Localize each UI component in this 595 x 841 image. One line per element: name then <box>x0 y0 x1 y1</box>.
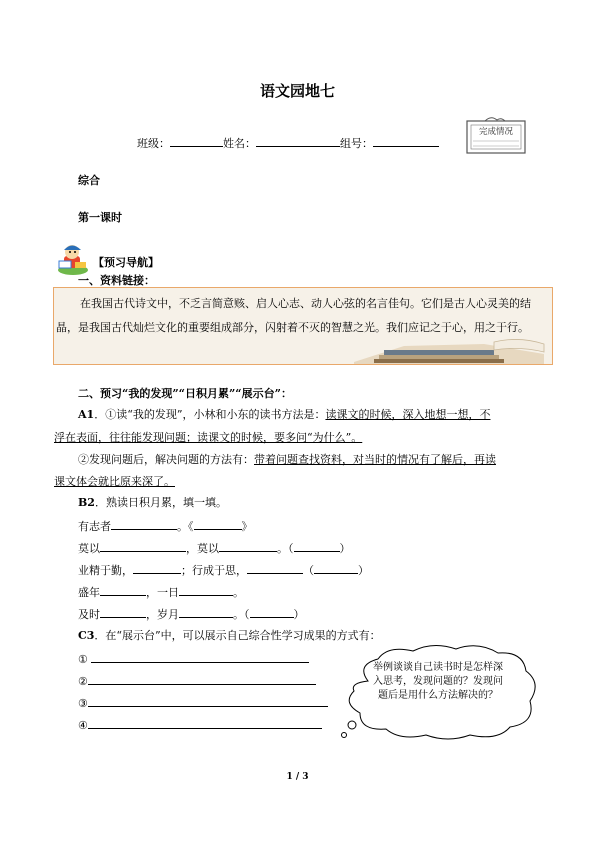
fill-blank[interactable] <box>100 583 146 596</box>
question-a1-line1 <box>78 406 490 422</box>
fill-text: ） <box>339 542 351 555</box>
question-a1-line3 <box>78 451 496 467</box>
fill-blank[interactable] <box>314 561 358 574</box>
answer-blank[interactable] <box>91 650 309 663</box>
fill-blank[interactable] <box>133 561 181 574</box>
fill-text: ） <box>293 608 305 621</box>
question-b2-number: B2 <box>78 496 95 509</box>
fill-text: 。（ <box>233 608 250 621</box>
completion-stamp-icon <box>465 117 529 157</box>
fill-text: 。 <box>233 586 244 599</box>
fill-line-2 <box>78 539 351 556</box>
question-a1-text2: ②发现问题后，解决问题的方法有： <box>78 453 254 466</box>
reference-text: 在我国古代诗文中，不乏言简意赅、启人心志、动人心弦的名言佳句。它们是古人心灵美的结晶，是我国古代灿烂文化的重要组成部分，闪射着不灭的智慧之光。我们应记之于心，用之于行。 <box>56 297 531 334</box>
stamp-label: 完成情况 <box>478 127 514 137</box>
fill-line-5 <box>78 605 305 622</box>
question-c3-text: ．在“展示台”中，可以展示自己综合性学习成果的方式有： <box>94 629 381 642</box>
answer-blank[interactable] <box>88 672 316 685</box>
fill-text: 盛年 <box>78 586 100 599</box>
list-marker: ② <box>78 675 88 688</box>
reading-mascot-icon <box>55 242 91 276</box>
fill-text: ；行成于思， <box>181 564 247 577</box>
section-label: 综合 <box>78 174 100 187</box>
list-marker: ③ <box>78 697 88 710</box>
question-c3-number: C3 <box>78 629 95 642</box>
reference-box <box>53 287 553 365</box>
student-info-row <box>137 134 439 151</box>
answer-line-4 <box>78 716 322 732</box>
class-blank[interactable] <box>170 134 223 147</box>
fill-text: （ <box>303 564 314 577</box>
question-b2 <box>78 494 227 510</box>
class-label: 班级： <box>137 137 170 150</box>
fill-blank[interactable] <box>294 539 340 552</box>
fill-text: 及时 <box>78 608 100 621</box>
preview-heading: 二、预习“我的发现”“日积月累”“展示台”： <box>78 387 292 400</box>
question-c3 <box>78 627 381 643</box>
answer-line-2 <box>78 672 316 688</box>
lesson-label: 第一课时 <box>78 211 122 224</box>
answer-line-1 <box>78 650 309 666</box>
question-a1-text: ．①读“我的发现”，小林和小东的读书方法是： <box>94 408 326 421</box>
answer-blank[interactable] <box>88 694 328 707</box>
fill-blank[interactable] <box>194 517 242 530</box>
answer-a1-part4: 课文体会就比原来深了。 <box>54 475 175 488</box>
fill-text: ，岁月 <box>146 608 179 621</box>
fill-blank[interactable] <box>179 605 233 618</box>
fill-text: 。（ <box>277 542 294 555</box>
fill-line-4 <box>78 583 244 600</box>
link-heading: 一、资料链接： <box>78 274 155 287</box>
page-number: 1 / 3 <box>286 772 309 782</box>
group-label: 组号： <box>340 137 373 150</box>
fill-text: ，一日 <box>146 586 179 599</box>
thought-cloud-text: 举例谈谈自己读书时是怎样深入思考，发现问题的？发现问题后是用什么方法解决的？ <box>373 662 503 701</box>
fill-text: 业精于勤， <box>78 564 133 577</box>
list-marker: ④ <box>78 719 88 732</box>
fill-blank[interactable] <box>247 561 303 574</box>
fill-blank[interactable] <box>100 605 146 618</box>
preview-nav-heading: 【预习导航】 <box>93 256 159 269</box>
fill-text: 莫以 <box>78 542 100 555</box>
fill-text: 。《 <box>177 520 194 533</box>
question-a1-number: A1 <box>78 408 95 421</box>
answer-a1-part2: 浮在表面，往往能发现问题；读课文的时候，要多问“为什么”。 <box>54 431 363 444</box>
fill-blank[interactable] <box>100 539 186 552</box>
fill-text: 》 <box>241 520 253 533</box>
answer-a1-part1: 读课文的时候，深入地想一想，不 <box>325 408 491 421</box>
fill-text: ） <box>358 564 369 577</box>
question-b2-text: ．熟读日积月累，填一填。 <box>94 496 227 509</box>
name-label: 姓名： <box>223 137 256 150</box>
fill-text: 有志者 <box>78 520 111 533</box>
list-marker: ① <box>78 653 88 666</box>
question-a1-line2 <box>54 429 362 445</box>
fill-blank[interactable] <box>219 539 277 552</box>
page-title: 语文园地七 <box>259 82 335 100</box>
answer-a1-part3: 带着问题查找资料，对当时的情况有了解后，再读 <box>254 453 496 466</box>
fill-blank[interactable] <box>111 517 177 530</box>
group-blank[interactable] <box>373 134 439 147</box>
question-a1-line4 <box>54 473 175 489</box>
fill-text: ，莫以 <box>186 542 219 555</box>
fill-blank[interactable] <box>250 605 294 618</box>
answer-blank[interactable] <box>88 716 322 729</box>
fill-line-1 <box>78 517 253 534</box>
answer-line-3 <box>78 694 328 710</box>
fill-blank[interactable] <box>179 583 233 596</box>
name-blank[interactable] <box>256 134 340 147</box>
fill-line-3 <box>78 561 369 578</box>
